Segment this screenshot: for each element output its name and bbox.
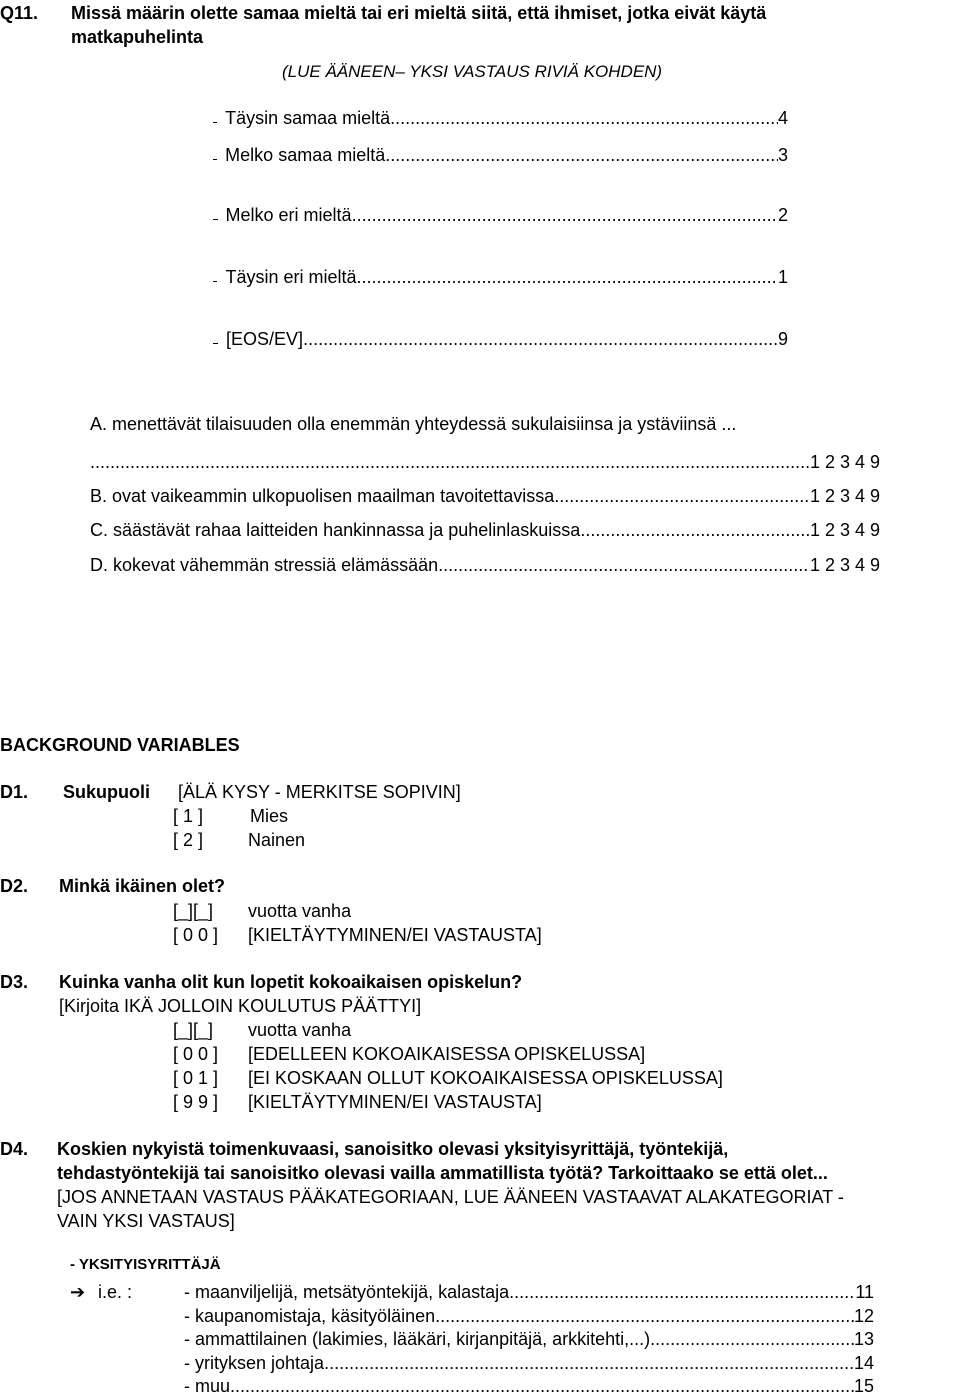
- instruction-line2: VAIN YKSI VASTAUS]: [57, 1211, 235, 1231]
- item-b: [90, 486, 880, 507]
- dash-icon: [213, 122, 217, 123]
- leader-dots: [435, 1306, 854, 1327]
- scale-code: 2: [777, 205, 788, 225]
- subcategory-item: [184, 1353, 874, 1374]
- option-label: vuotta vanha: [248, 1020, 352, 1040]
- option-code: [ 0 1 ]: [173, 1068, 219, 1088]
- option-code: [ 0 0 ]: [173, 1044, 219, 1064]
- scale-code: 9: [777, 329, 788, 349]
- subcategory-item: [184, 1282, 874, 1303]
- scale-label: Täysin samaa mieltä: [225, 108, 391, 128]
- item-c: [90, 520, 880, 541]
- item-c-codes: 1 2 3 4 9: [809, 520, 880, 540]
- option-label: [EDELLEEN KOKOAIKAISESSA OPISKELUSSA]: [248, 1044, 646, 1064]
- option-code: [_][_]: [173, 1020, 214, 1040]
- question-number: D3.: [0, 972, 29, 992]
- scale-label: Täysin eri mieltä: [225, 267, 357, 287]
- option-code: [ 0 0 ]: [173, 925, 219, 945]
- option-label: vuotta vanha: [248, 901, 352, 921]
- scale-item: [213, 108, 788, 129]
- question-text: Kuinka vanha olit kun lopetit kokoaikaisen opiskelun?: [59, 972, 523, 992]
- category-heading: - YKSITYISYRITTÄJÄ: [70, 1256, 221, 1273]
- item-d: [90, 555, 880, 576]
- scale-code: 1: [777, 267, 788, 287]
- subcategory-item: [184, 1329, 874, 1350]
- option-label: Nainen: [248, 830, 306, 850]
- instruction: [ÄLÄ KYSY - MERKITSE SOPIVIN]: [178, 782, 461, 802]
- leader-dots: [509, 1282, 855, 1303]
- scale-label: Melko eri mieltä: [225, 205, 352, 225]
- subcategory-code: 13: [853, 1329, 874, 1349]
- instruction: [JOS ANNETAAN VASTAUS PÄÄKATEGORIAAN, LUE ÄÄNEEN VASTAAVAT ALAKATEGORIAT -: [57, 1187, 844, 1207]
- question-number: Q11.: [0, 3, 39, 23]
- question-number: D1.: [0, 782, 29, 802]
- option-code: [_][_]: [173, 901, 214, 921]
- dash-icon: [213, 343, 218, 344]
- dash-icon: [213, 281, 217, 282]
- arrow-icon: ➔: [70, 1282, 86, 1302]
- subcategory-code: 14: [853, 1353, 874, 1373]
- item-a-codes-row: [90, 452, 880, 473]
- subcategory-code: 12: [853, 1306, 874, 1326]
- leader-dots: [438, 555, 810, 576]
- ie-label: i.e. :: [98, 1282, 133, 1302]
- dash-icon: [213, 219, 218, 220]
- question-text-line2: matkapuhelinta: [71, 27, 204, 47]
- leader-dots: [390, 108, 778, 129]
- question-text: Missä määrin olette samaa mieltä tai eri mieltä siitä, että ihmiset, jotka eivät käytä: [71, 3, 767, 23]
- instruction: [Kirjoita IKÄ JOLLOIN KOULUTUS PÄÄTTYI]: [59, 996, 422, 1016]
- subcategory-label: - kaupanomistaja, käsityöläinen: [184, 1306, 436, 1326]
- scale-item: [213, 329, 788, 350]
- instruction: (LUE ÄÄNEEN– YKSI VASTAUS RIVIÄ KOHDEN): [282, 62, 663, 81]
- subcategory-label: - ammattilainen (lakimies, lääkäri, kirjanpitäjä, arkkitehti,...): [184, 1329, 651, 1349]
- item-d-codes: 1 2 3 4 9: [809, 555, 880, 575]
- leader-dots: [357, 267, 778, 288]
- section-heading: BACKGROUND VARIABLES: [0, 735, 240, 755]
- option-label: [EI KOSKAAN OLLUT KOKOAIKAISESSA OPISKELUSSA]: [248, 1068, 723, 1088]
- question-number: D4.: [0, 1139, 29, 1159]
- item-c-text: C. säästävät rahaa laitteiden hankinnassa ja puhelinlaskuissa: [90, 520, 581, 540]
- option-label: [KIELTÄYTYMINEN/EI VASTAUSTA]: [248, 1092, 542, 1112]
- scale-item: [213, 267, 788, 288]
- scale-label: [EOS/EV]: [226, 329, 304, 349]
- leader-dots: [580, 520, 810, 541]
- scale-label: Melko samaa mieltä: [225, 145, 386, 165]
- scale-code: 3: [777, 145, 788, 165]
- option-code: [ 9 9 ]: [173, 1092, 219, 1112]
- question-text: Minkä ikäinen olet?: [59, 876, 226, 896]
- leader-dots: [554, 486, 810, 507]
- question-text: Sukupuoli: [63, 782, 150, 802]
- subcategory-item: [184, 1376, 874, 1397]
- question-text: Koskien nykyistä toimenkuvaasi, sanoisitko olevasi yksityisyrittäjä, työntekijä,: [57, 1139, 729, 1159]
- leader-dots: [352, 205, 778, 226]
- subcategory-label: - yrityksen johtaja: [184, 1353, 325, 1373]
- item-d-text: D. kokevat vähemmän stressiä elämässään: [90, 555, 439, 575]
- dash-icon: [213, 159, 217, 160]
- subcategory-code: 15: [853, 1376, 874, 1396]
- leader-dots: [230, 1376, 854, 1397]
- option-code: [ 1 ]: [173, 806, 204, 826]
- scale-item: [213, 145, 788, 166]
- option-code: [ 2 ]: [173, 830, 204, 850]
- scale-item: [213, 205, 788, 226]
- subcategory-label: - maanviljelijä, metsätyöntekijä, kalastaja: [184, 1282, 510, 1302]
- subcategory-code: 11: [855, 1282, 874, 1302]
- subcategory-item: [184, 1306, 874, 1327]
- leader-dots: [385, 145, 778, 166]
- item-b-codes: 1 2 3 4 9: [809, 486, 880, 506]
- subcategory-label: - muu: [184, 1376, 231, 1396]
- option-label: [KIELTÄYTYMINEN/EI VASTAUSTA]: [248, 925, 542, 945]
- item-b-text: B. ovat vaikeammin ulkopuolisen maailman tavoitettavissa: [90, 486, 555, 506]
- item-a-text: A. menettävät tilaisuuden olla enemmän yhteydessä sukulaisiinsa ja ystäviinsä ...: [90, 414, 737, 434]
- option-label: Mies: [250, 806, 289, 826]
- leader-dots: [303, 329, 778, 350]
- scale-code: 4: [777, 108, 788, 128]
- question-number: D2.: [0, 876, 29, 896]
- question-text-line2: tehdastyöntekijä tai sanoisitko olevasi vailla ammatillista työtä? Tarkoittaako se että olet...: [57, 1163, 828, 1183]
- item-a-codes: 1 2 3 4 9: [809, 452, 880, 472]
- leader-dots: [90, 452, 810, 473]
- leader-dots: [650, 1329, 854, 1350]
- leader-dots: [324, 1353, 854, 1374]
